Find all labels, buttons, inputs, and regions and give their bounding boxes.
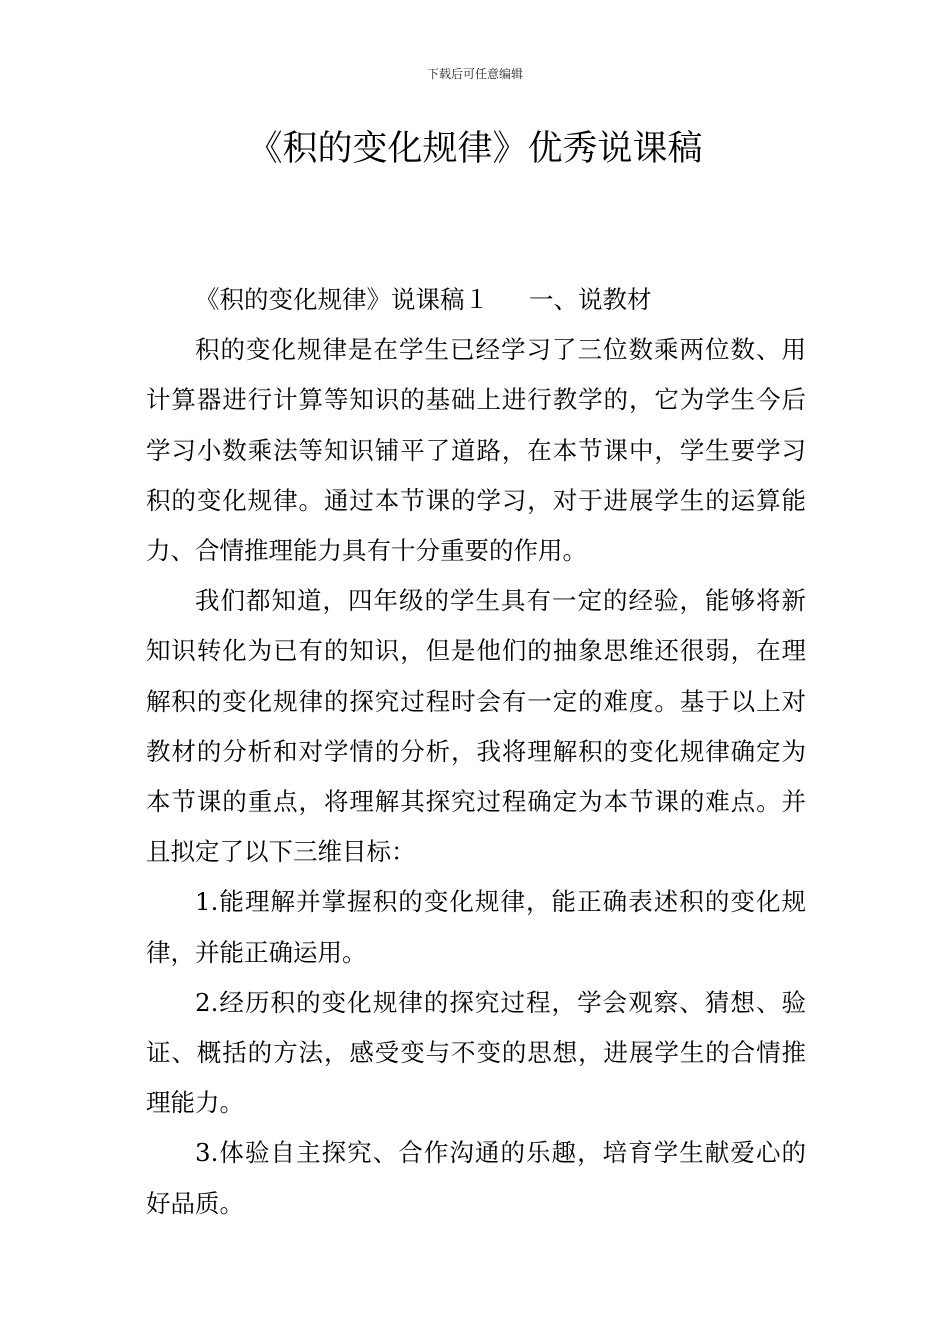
paragraph-textbook: 积的变化规律是在学生已经学习了三位数乘两位数、用计算器进行计算等知识的基础上进行教学的，它为学生今后学习小数乘法等知识铺平了道路，在本节课中，学生要学习积的变化规律。通过本节课的学习，对于进展学生的运算能力、合情推理能力具有十分重要的作用。: [146, 335, 806, 566]
paragraph-goal-3: 3.体验自主探究、合作沟通的乐趣，培育学生献爱心的好品质。: [146, 1138, 806, 1218]
section-heading-line: [146, 275, 806, 325]
paragraph-goal-2: 2.经历积的变化规律的探究过程，学会观察、猜想、验证、概括的方法，感受变与不变的思想，进展学生的合情推理能力。: [146, 987, 806, 1118]
document-title: 《积的变化规律》优秀说课稿: [247, 129, 703, 169]
paragraph-goal-1: 1.能理解并掌握积的变化规律，能正确表述积的变化规律，并能正确运用。: [146, 887, 806, 967]
document-body: [146, 275, 806, 1229]
paragraph-students: 我们都知道，四年级的学生具有一定的经验，能够将新知识转化为已有的知识，但是他们的抽象思维还很弱，在理解积的变化规律的探究过程时会有一定的难度。基于以上对教材的分析和对学情的分析，我将理解积的变化规律确定为本节课的重点，将理解其探究过程确定为本节课的难点。并且拟定了以下三维目标：: [146, 586, 806, 867]
subsection-heading: 一、说教材: [529, 285, 652, 314]
header-note: 下载后可任意编辑: [426, 67, 523, 81]
section-heading: 《积的变化规律》说课稿１: [195, 285, 489, 314]
